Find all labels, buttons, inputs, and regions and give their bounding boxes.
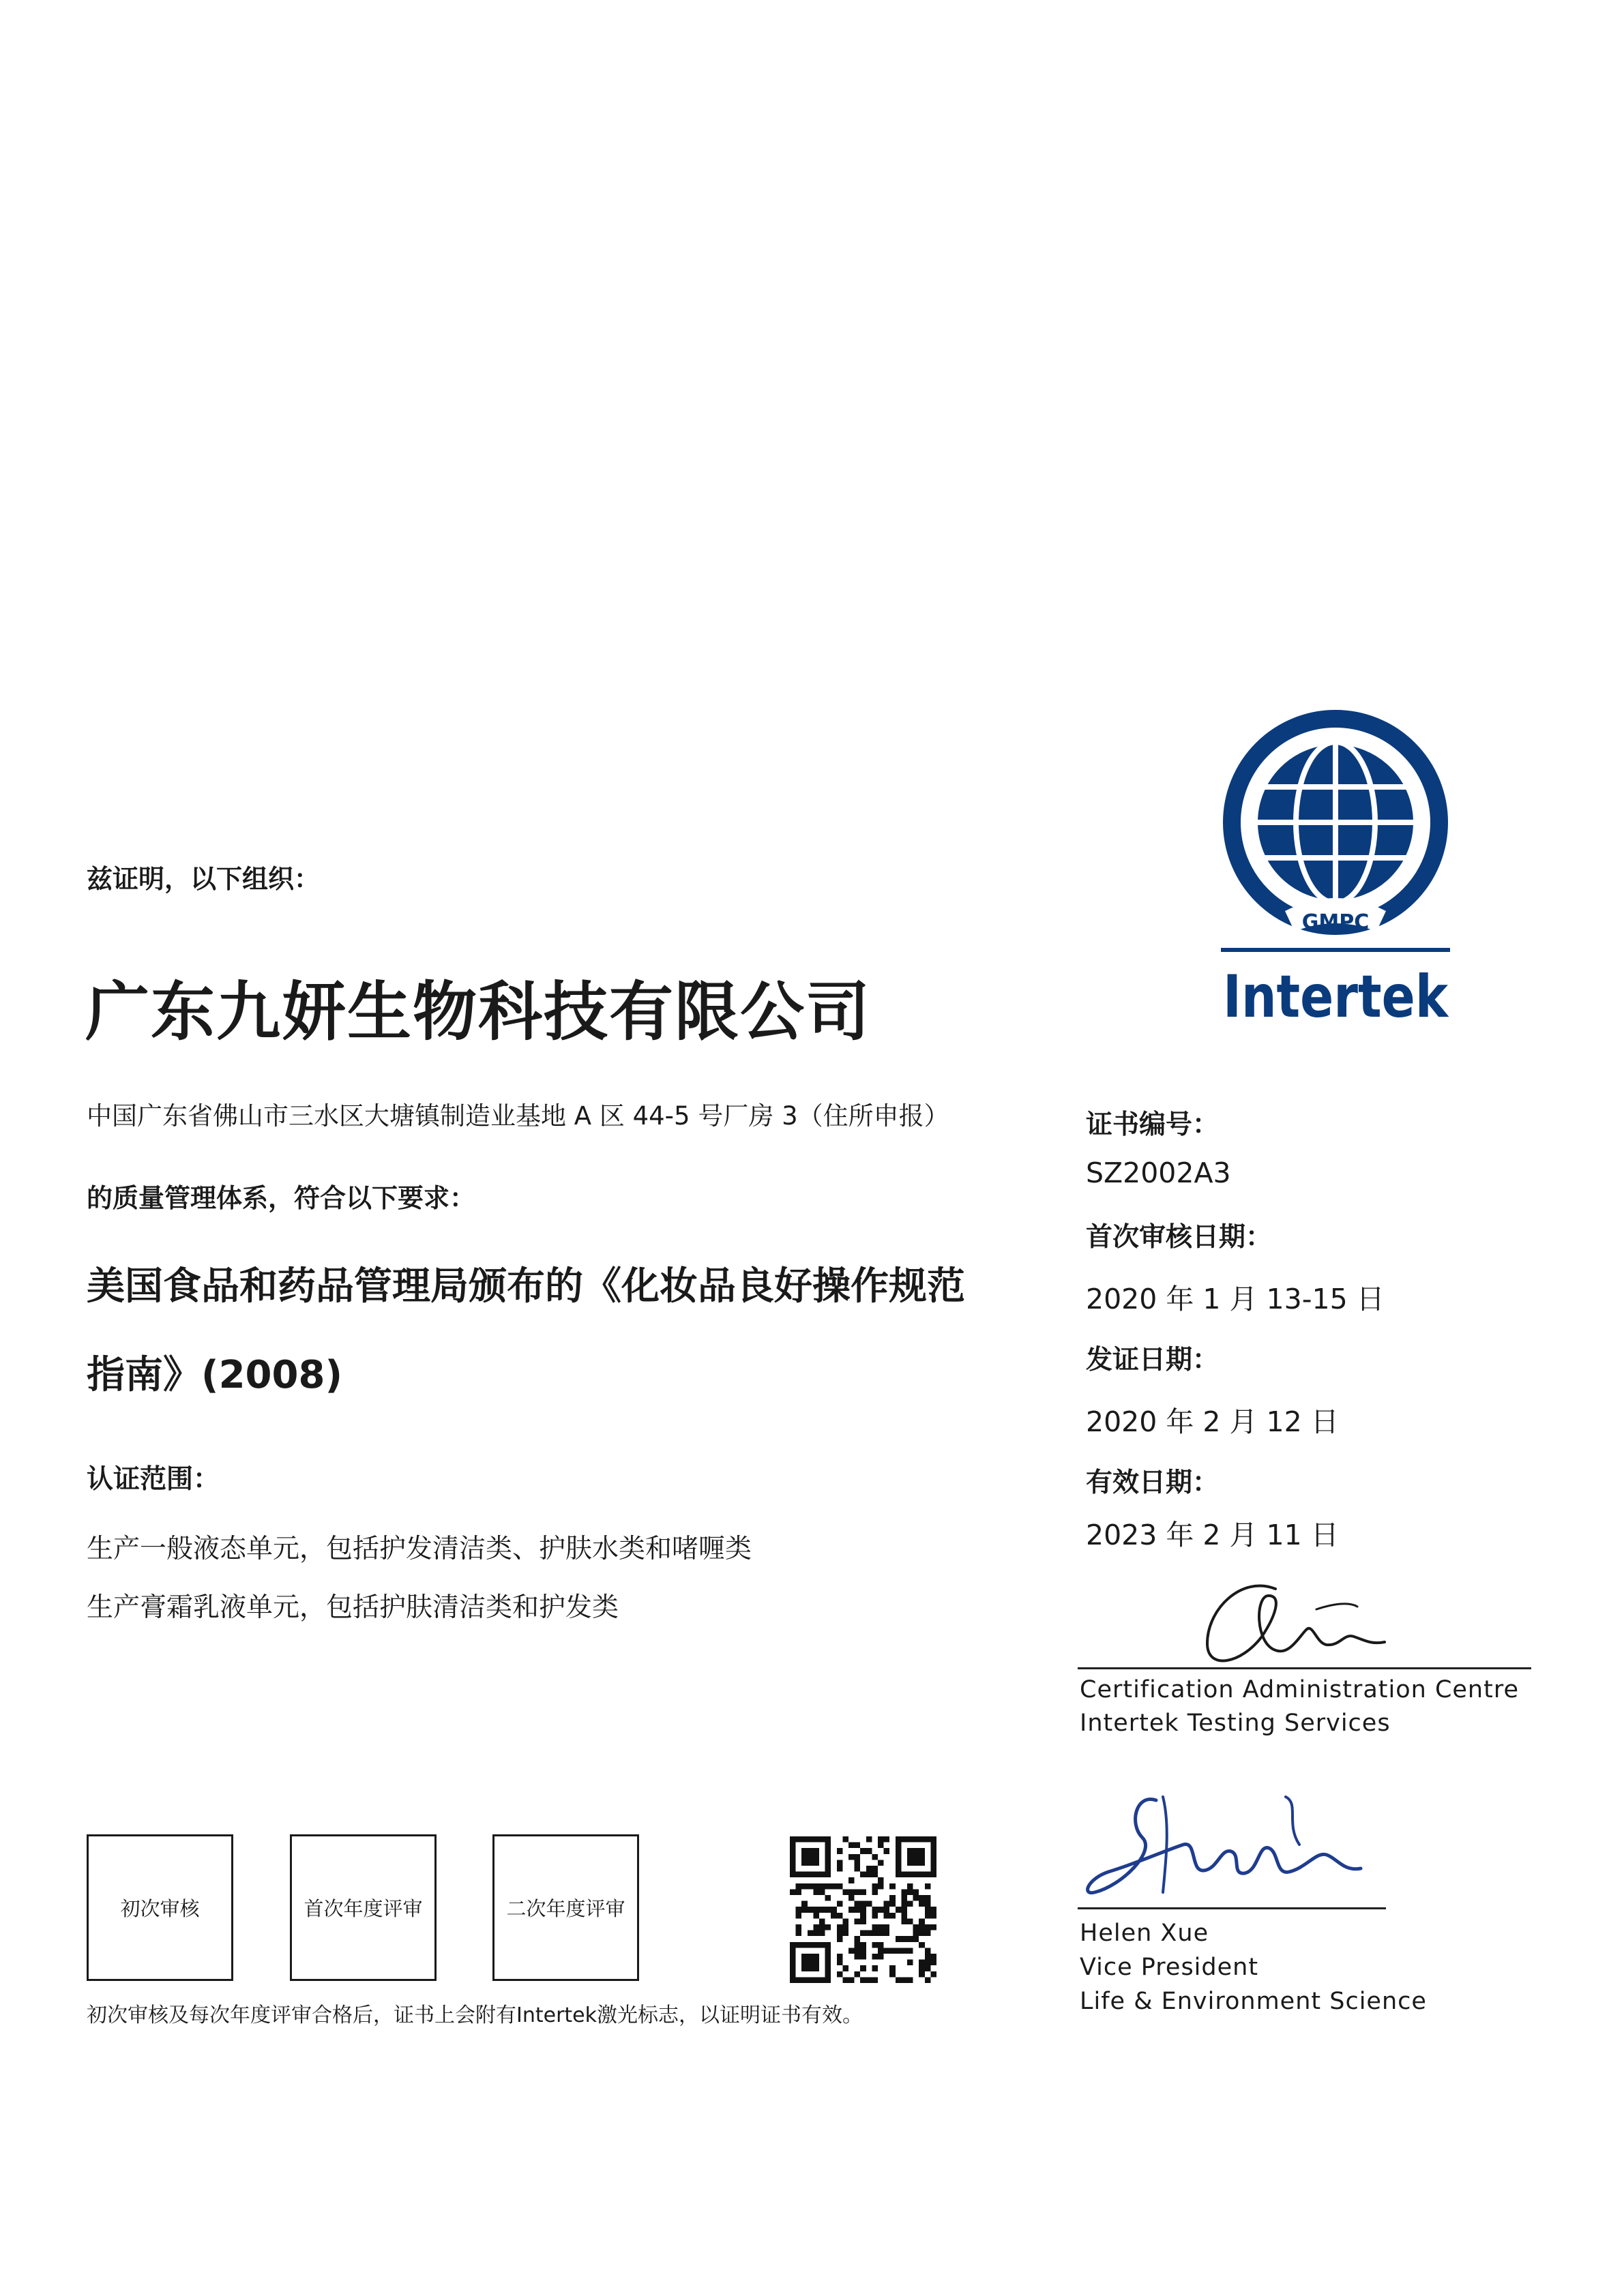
company-name: 广东九妍生物科技有限公司 [85, 975, 872, 1049]
certify-lead-in: 兹证明，以下组织： [87, 864, 321, 894]
company-address: 中国广东省佛山市三水区大塘镇制造业基地 A 区 44-5 号厂房 3（住所申报） [87, 1101, 949, 1131]
audit-box-first-annual: 首次年度评审 [290, 1834, 437, 1981]
signature-line-2 [1078, 1907, 1386, 1909]
logo-brand-name: Intertek [1223, 963, 1449, 1031]
signer-2-name: Helen Xue [1080, 1920, 1209, 1947]
first-audit-date: 2020 年 1 月 13-15 日 [1086, 1283, 1385, 1315]
signer-2-title: Vice President [1080, 1954, 1259, 1981]
system-intro: 的质量管理体系，符合以下要求： [87, 1183, 476, 1213]
first-audit-label: 首次审核日期： [1086, 1222, 1273, 1253]
valid-date-label: 有效日期： [1086, 1467, 1220, 1498]
scope-item: 生产一般液态单元，包括护发清洁类、护肤水类和啫喱类 [87, 1534, 752, 1564]
logo-badge-text: GMPC [1301, 910, 1370, 934]
standard-line-2: 指南》(2008) [87, 1353, 343, 1397]
audit-box-initial: 初次审核 [87, 1834, 233, 1981]
scope-item: 生产膏霜乳液单元，包括护肤清洁类和护发类 [87, 1592, 619, 1623]
scope-title: 认证范围： [87, 1464, 220, 1495]
valid-date: 2023 年 2 月 11 日 [1086, 1519, 1339, 1551]
signer-1-organization: Intertek Testing Services [1080, 1710, 1391, 1737]
footnote: 初次审核及每次年度评审合格后，证书上会附有Intertek激光标志，以证明证书有效。 [87, 2003, 863, 2027]
cert-number-label: 证书编号： [1086, 1109, 1220, 1140]
audit-box-second-annual: 二次年度评审 [492, 1834, 639, 1981]
signer-2-division: Life & Environment Science [1080, 1988, 1427, 2015]
signature-line-1 [1078, 1667, 1531, 1669]
signer-1-department: Certification Administration Centre [1080, 1676, 1519, 1703]
qr-code-icon [790, 1836, 936, 1983]
standard-line-1: 美国食品和药品管理局颁布的《化妆品良好操作规范 [87, 1264, 965, 1309]
signature-1 [1180, 1568, 1405, 1671]
issue-date: 2020 年 2 月 12 日 [1086, 1405, 1339, 1438]
globe-icon [1232, 719, 1439, 931]
signature-2 [1081, 1783, 1374, 1906]
cert-number: SZ2002A3 [1086, 1157, 1231, 1189]
intertek-gmpc-logo [1220, 706, 1451, 1031]
issue-date-label: 发证日期： [1086, 1345, 1220, 1375]
